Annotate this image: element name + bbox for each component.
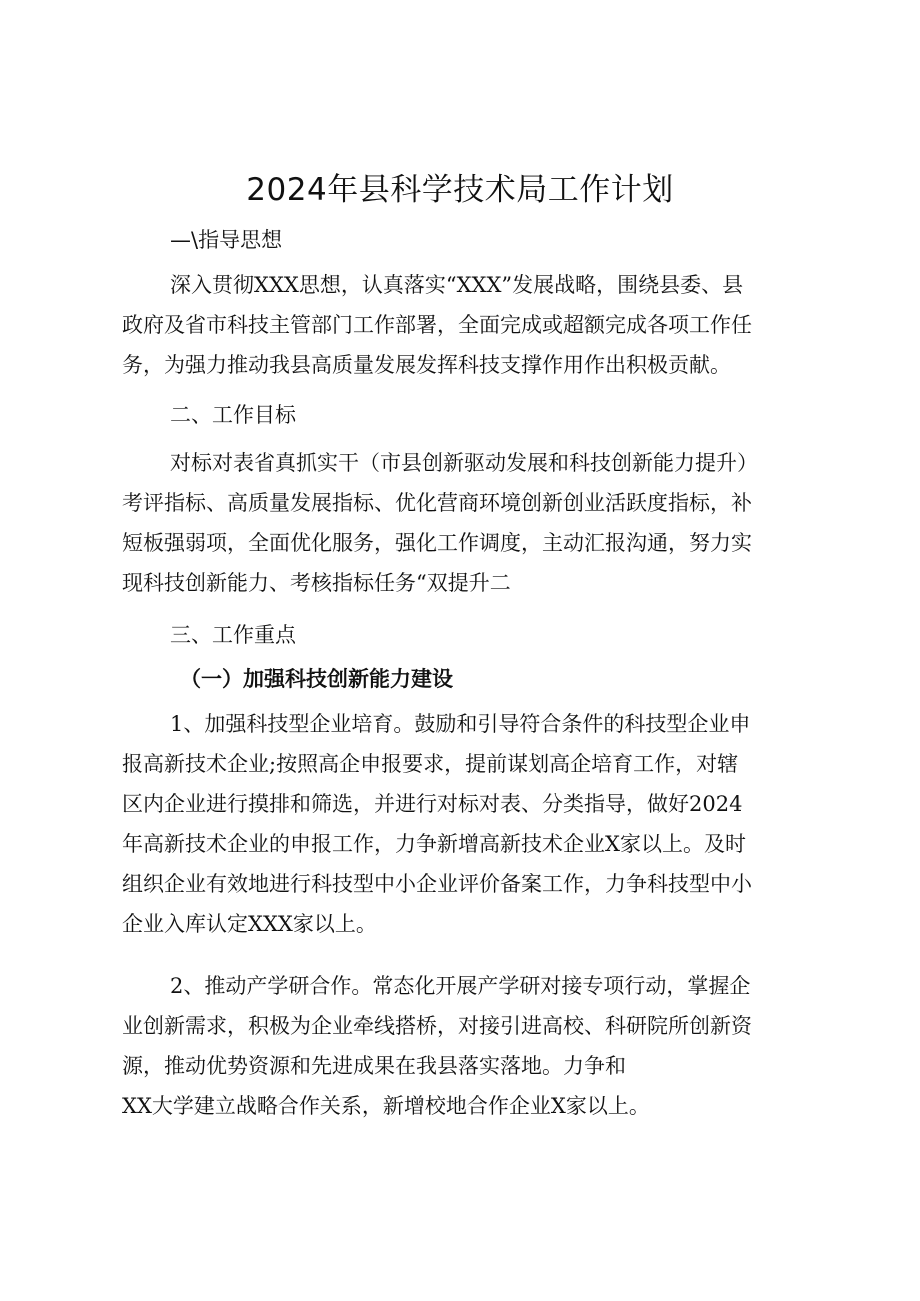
paragraph-enterprise-cultivation <box>122 704 812 944</box>
section-heading-guiding-ideology: —\指导思想 <box>170 228 283 252</box>
paragraph-guiding-ideology <box>122 265 812 385</box>
paragraph-line: 2、推动产学研合作。常态化开展产学研对接专项行动，掌握企 <box>170 974 751 998</box>
paragraph-line: 深入贯彻XXX思想，认真落实“XXX”发展战略，围绕县委、县 <box>170 273 744 297</box>
paragraph-line: 政府及省市科技主管部门工作部署，全面完成或超额完成各项工作任 <box>122 313 752 337</box>
paragraph-line: 源，推动优势资源和先进成果在我县落实落地。力争和 <box>122 1054 626 1078</box>
paragraph-line: 对标对表省真抓实干（市县创新驱动发展和科技创新能力提升） <box>170 451 758 475</box>
section-heading-work-goals: 二、工作目标 <box>170 403 296 427</box>
paragraph-line: 短板强弱项，全面优化服务，强化工作调度，主动汇报沟通，努力实 <box>122 531 752 555</box>
paragraph-line: 区内企业进行摸排和筛选，并进行对标对表、分类指导，做好2024 <box>122 792 743 816</box>
section-heading-work-focus: 三、工作重点 <box>170 623 296 647</box>
document-title: 2024年县科学技术局工作计划 <box>246 172 674 208</box>
subsection-heading-innovation-capacity: （一）加强科技创新能力建设 <box>180 667 453 691</box>
paragraph-line: 1、加强科技型企业培育。鼓励和引导符合条件的科技型企业申 <box>170 712 751 736</box>
paragraph-line: 组织企业有效地进行科技型中小企业评价备案工作，力争科技型中小 <box>122 872 752 896</box>
paragraph-work-goals <box>122 443 812 603</box>
paragraph-line: 务，为强力推动我县高质量发展发挥科技支撑作用作出积极贡献。 <box>122 353 731 377</box>
paragraph-industry-university-cooperation <box>122 966 812 1126</box>
paragraph-line: 年高新技术企业的申报工作，力争新增高新技术企业X家以上。及时 <box>122 832 746 856</box>
paragraph-line: 企业入库认定XXX家以上。 <box>122 912 377 936</box>
paragraph-line: 业创新需求，积极为企业牵线搭桥，对接引进高校、科研院所创新资 <box>122 1014 752 1038</box>
paragraph-line: 现科技创新能力、考核指标任务“双提升二 <box>122 571 511 595</box>
paragraph-line: XX大学建立战略合作关系，新增校地合作企业X家以上。 <box>122 1094 650 1118</box>
paragraph-line: 考评指标、高质量发展指标、优化营商环境创新创业活跃度指标，补 <box>122 491 752 515</box>
paragraph-line: 报高新技术企业;按照高企申报要求，提前谋划高企培育工作，对辖 <box>122 752 739 776</box>
